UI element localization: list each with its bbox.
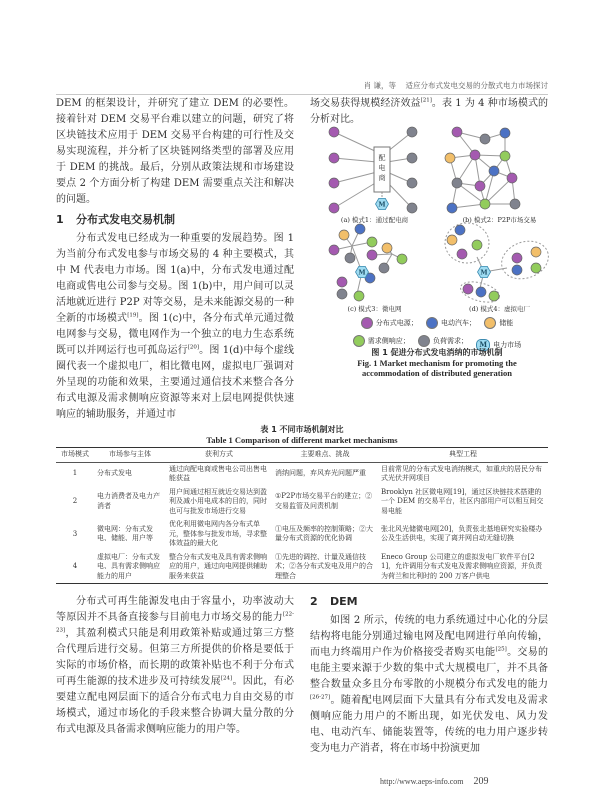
column-header: 市场模式 <box>61 450 89 458</box>
left-column-lower <box>56 594 294 738</box>
load-demand-node <box>379 263 389 273</box>
distributed-generation-node <box>470 150 480 160</box>
figure-1 <box>312 122 562 314</box>
column-header: 典型工程 <box>449 450 477 458</box>
table-cell: ①电压及频率的控制策略；②大量分布式资源的优化协调 <box>275 524 373 543</box>
demand-response-node <box>489 291 499 301</box>
figure-1-legend <box>312 316 562 352</box>
distributor-label-char: 配 <box>378 154 386 162</box>
table-row <box>56 551 548 584</box>
market-symbol: M <box>480 268 488 277</box>
table-cell: Eneco Group 公司建立的虚拟发电厂软件平台[21]，允许调用分布式发电及需求侧响应资源，并负责为荷兰和比利时的 200 万客户供电 <box>381 552 543 580</box>
table-row <box>56 518 548 551</box>
distributed-generation-node <box>507 173 517 183</box>
page-number: 209 <box>473 776 489 787</box>
distributor-label-char: 商 <box>378 174 386 182</box>
citation[interactable]: [22-23] <box>56 611 294 634</box>
electric-vehicle-node <box>512 265 522 275</box>
demand-response-node <box>480 199 490 209</box>
citation[interactable]: [20] <box>187 344 200 351</box>
figure-1-caption <box>312 348 562 378</box>
electric-vehicle-node <box>447 203 457 213</box>
section-2-title: DEM <box>330 595 358 608</box>
table-cell: ①P2P市场交易平台的建立；②交易监管及问责机制 <box>275 492 373 510</box>
distributed-generation-node <box>452 127 462 137</box>
distributed-generation-node <box>329 127 339 137</box>
table-cell: 1 <box>72 469 78 478</box>
storage-node <box>445 153 455 163</box>
table-header-row <box>56 448 548 463</box>
electric-vehicle-node <box>476 287 486 297</box>
header-authors: 肖 谦，等 <box>363 81 396 90</box>
demand-response-icon <box>353 335 365 347</box>
table-1-caption <box>56 425 548 445</box>
table-caption-en: Table 1 Comparison of different market mechanisms <box>206 435 398 445</box>
demand-response-node <box>500 151 510 161</box>
text-run: 。表 1 为 4 种市场模式的分析对比。 <box>310 98 548 125</box>
load-demand-node <box>480 134 490 144</box>
section-1-title: 分布式发电交易机制 <box>76 213 175 226</box>
legend-distributed-generation <box>361 316 418 330</box>
table-cell: 虚拟电厂：分布式发电、具有需求侧响应能力的用户 <box>97 552 160 580</box>
section-1-heading <box>56 212 294 228</box>
subcaption-a: (a) 模式1：通过配电商 <box>340 216 409 224</box>
column-header: 获利方式 <box>205 450 233 458</box>
table-cell: 2 <box>72 497 78 505</box>
text-run: 分布式发电已经成为一种重要的发展趋势。图 1 为当前分布式发电参与市场交易的 4 种主要模式，其中 M 代表电力市场。图 1(a)中，分布式发电通过配电商或售电公司参与交易。图 1(b)中，用户间可以灵活地就近进行 P2P 对等交易，是未来能源交易的一种全新的市场模式 <box>56 233 294 324</box>
distributed-generation-node <box>367 250 377 260</box>
table-cell: 目前常见的分布式发电消纳模式，如重庆的居民分布式光伏并网项目 <box>381 464 542 482</box>
citation[interactable]: [26-27] <box>310 694 331 701</box>
electric-vehicle-node <box>355 224 365 234</box>
text-run: 。图 1(d)中每个虚线圈代表一个虚拟电厂，相比微电网，虚拟电厂强调对外呈现的功能和效果，主要通过通信技术来整合各分布式电源及需求侧响应资源等来对上层电网提供快速响应的辅助服务，并通过市 <box>56 345 294 420</box>
table-cell: 电力消费者及电力产消者 <box>97 492 160 510</box>
table-cell: 分布式发电 <box>97 469 132 478</box>
distributed-generation-icon <box>361 317 373 329</box>
demand-response-node <box>397 254 407 264</box>
intro-paragraph: DEM 的框架设计，并研究了建立 DEM 的必要性。接着针对 DEM 交易平台难以建立的问题，研究了将区块链技术应用于 DEM 交易平台构建的可行性及交易实现流程，并分析了区块链网络类型的部署及应用于 DEM 的挑战。最后，分别从政策法规和市场建设要点 2 个方面分析了构建 DEM 需要重点关注和解决的问题。 <box>56 98 294 205</box>
legend-label: 负荷需求； <box>433 337 468 345</box>
text-run: 。图 1(c)中，各分布式单元通过微电网参与交易，微电网作为一个独立的电力生态系统既可以并网运行也可孤岛运行 <box>56 313 295 356</box>
storage-icon <box>484 317 496 329</box>
figure-nodes <box>329 127 541 301</box>
section-2-heading <box>310 594 548 610</box>
table-cell: 优化利用微电网内各分布式单元，整体参与批发市场，寻求整体效益的最大化 <box>169 520 267 547</box>
legend-load-demand <box>418 334 468 348</box>
storage-node <box>531 247 541 257</box>
table-cell: 微电网：分布式发电、储能、用户等 <box>97 524 153 543</box>
section-1-number: 1 <box>56 213 64 226</box>
subcaption-b: (b) 模式2：P2P市场交易 <box>462 216 537 224</box>
load-demand-node <box>407 178 417 188</box>
storage-node <box>447 235 457 245</box>
citation[interactable]: [19] <box>127 312 139 319</box>
table-cell: 4 <box>72 562 78 570</box>
column-header: 市场参与主体 <box>109 450 151 458</box>
table-cell: ①先进的调控、计量及通信技术；②各分布式发电及用户的合理整合 <box>275 552 373 580</box>
demand-response-node <box>472 240 482 250</box>
figure-caption-en-2: accommodation of distributed generation <box>362 368 512 378</box>
electric-vehicle-node <box>489 166 499 176</box>
market-symbol: M <box>358 268 366 277</box>
electric-vehicle-icon <box>426 317 438 329</box>
distributed-generation-node <box>512 253 522 263</box>
section-1-paragraph-2 <box>56 594 294 738</box>
legend-demand-response <box>353 334 410 348</box>
distributed-generation-node <box>329 178 339 188</box>
citation[interactable]: [24] <box>220 675 233 682</box>
table-cell: 消纳问题，弃风弃光问题严重 <box>275 469 366 478</box>
load-demand-node <box>452 178 462 188</box>
legend-label: 需求侧响应； <box>367 337 410 345</box>
market-symbol: M <box>378 200 386 209</box>
distributor-label-char: 电 <box>378 164 386 172</box>
load-demand-node <box>337 289 347 299</box>
citation[interactable]: [21] <box>420 97 432 104</box>
storage-node <box>382 243 392 253</box>
table-cell: 张北风光储微电网[20]，负责张北基地研究实验楼办公及生活供电，实现了离并网自动无缝切换 <box>381 524 543 543</box>
distributed-generation-node <box>337 277 347 287</box>
load-demand-node <box>407 153 417 163</box>
distributed-generation-node <box>329 153 339 163</box>
table-caption-cn: 表 1 不同市场机制对比 <box>260 425 344 434</box>
page-footer <box>380 776 488 787</box>
running-header <box>56 80 548 95</box>
table-row <box>56 486 548 519</box>
column-header: 主要难点、挑战 <box>300 450 350 458</box>
subcaption-c: (c) 模式3：微电网 <box>347 305 402 313</box>
demand-response-node <box>367 237 377 247</box>
legend-row-1 <box>312 316 562 334</box>
text-run: ，其盈利模式只能是利用政策补贴或通过第三方整合代理后进行交易。但第三方所提供的价格是要低于实际的市场价格，而长期的政策补贴也不利于分布式可再生能源的技术进步及可持续发展 <box>56 628 294 687</box>
load-demand-node <box>407 127 417 137</box>
footer-url[interactable]: http://www.aeps-info.com <box>380 777 464 786</box>
power-market-icon: M <box>476 339 490 351</box>
left-column <box>56 96 294 423</box>
table-cell: 整合分布式发电及具有需求侧响应的用户，通过向电网提供辅助服务来获益 <box>169 552 267 580</box>
electric-vehicle-node <box>500 128 510 138</box>
header-journal-title: 适应分布式发电交易的分散式电力市场探讨 <box>405 81 548 90</box>
text-run: 。因此，有必要建立配电网层面下的适合分布式电力自由交易的市场模式，通过市场化的手段来整合协调大量分散的分布式电源及具备需求侧响应能力的用户等。 <box>56 676 294 735</box>
text-run: 。交易的电能主要来源于少数的集中式大规模电厂，并不具备整合数量众多且分布零散的小规模分布式发电的能力 <box>310 647 548 690</box>
distributed-generation-node <box>457 249 467 259</box>
distributed-generation-node <box>329 245 339 255</box>
load-demand-icon <box>418 335 430 347</box>
legend-label: 储能 <box>499 319 514 327</box>
subcaption-d: (d) 模式4：虚拟电厂 <box>469 305 530 313</box>
distributed-generation-node <box>463 284 473 294</box>
distributed-generation-node <box>329 203 339 213</box>
storage-node <box>339 230 349 240</box>
text-run: 场交易获得规模经济效益 <box>310 98 421 109</box>
figure-caption-en-1: Fig. 1 Market mechanism for promoting the <box>357 358 517 368</box>
load-demand-node <box>510 199 520 209</box>
table-cell: 3 <box>72 529 78 538</box>
table-row <box>56 462 548 486</box>
section-2-paragraph-1 <box>310 613 548 757</box>
distributor-label <box>379 153 386 182</box>
text-run: 分布式可再生能源发电由于容量小，功率波动大等原因并不具备直接参与目前电力市场交易的能力 <box>56 596 294 623</box>
table-cell: 用户间通过相互就近交易达到盈利及减小用电成本的目的，同时也可与批发市场进行交易 <box>169 487 267 515</box>
text-run: 如图 2 所示，传统的电力系统通过中心化的分层结构将电能分别通过输电网及配电网进行单向传输，而电力终端用户作为价格接受者购买电能 <box>310 615 548 658</box>
load-demand-node <box>407 203 417 213</box>
table-cell: 通过向配电商或售电公司出售电能获益 <box>169 464 267 482</box>
load-demand-node <box>345 253 355 263</box>
right-column-lower <box>310 594 548 757</box>
legend-label: 分布式电源； <box>375 319 418 327</box>
section-1-paragraph-1 <box>56 231 294 423</box>
figure-caption-cn: 图 1 促进分布式发电消纳的市场机制 <box>371 348 503 357</box>
legend-storage <box>484 316 513 330</box>
distributed-generation-node <box>475 181 485 191</box>
text-run: 。随着配电网层面下大量具有分布式发电及需求侧响应能力用户的不断出现，如光伏发电、风力发电、电动汽车、储能装置等，传统的电力用户逐步转变为电力产消者，将在市场中扮演更加 <box>310 695 548 754</box>
legend-label: 电动汽车； <box>441 319 476 327</box>
table-cell: Brooklyn 社区微电网[19]，通过区块链技术搭建的一个 DEM 的交易平台，社区内部用户可以相互间交易电能 <box>381 487 544 515</box>
electric-vehicle-node <box>455 225 465 235</box>
demand-response-node <box>531 263 541 273</box>
table-1 <box>56 447 548 584</box>
legend-label: 电力市场 <box>493 341 522 349</box>
legend-electric-vehicle <box>426 316 476 330</box>
demand-response-node <box>354 291 364 301</box>
section-2-number: 2 <box>310 595 318 608</box>
citation[interactable]: [25] <box>495 646 507 653</box>
